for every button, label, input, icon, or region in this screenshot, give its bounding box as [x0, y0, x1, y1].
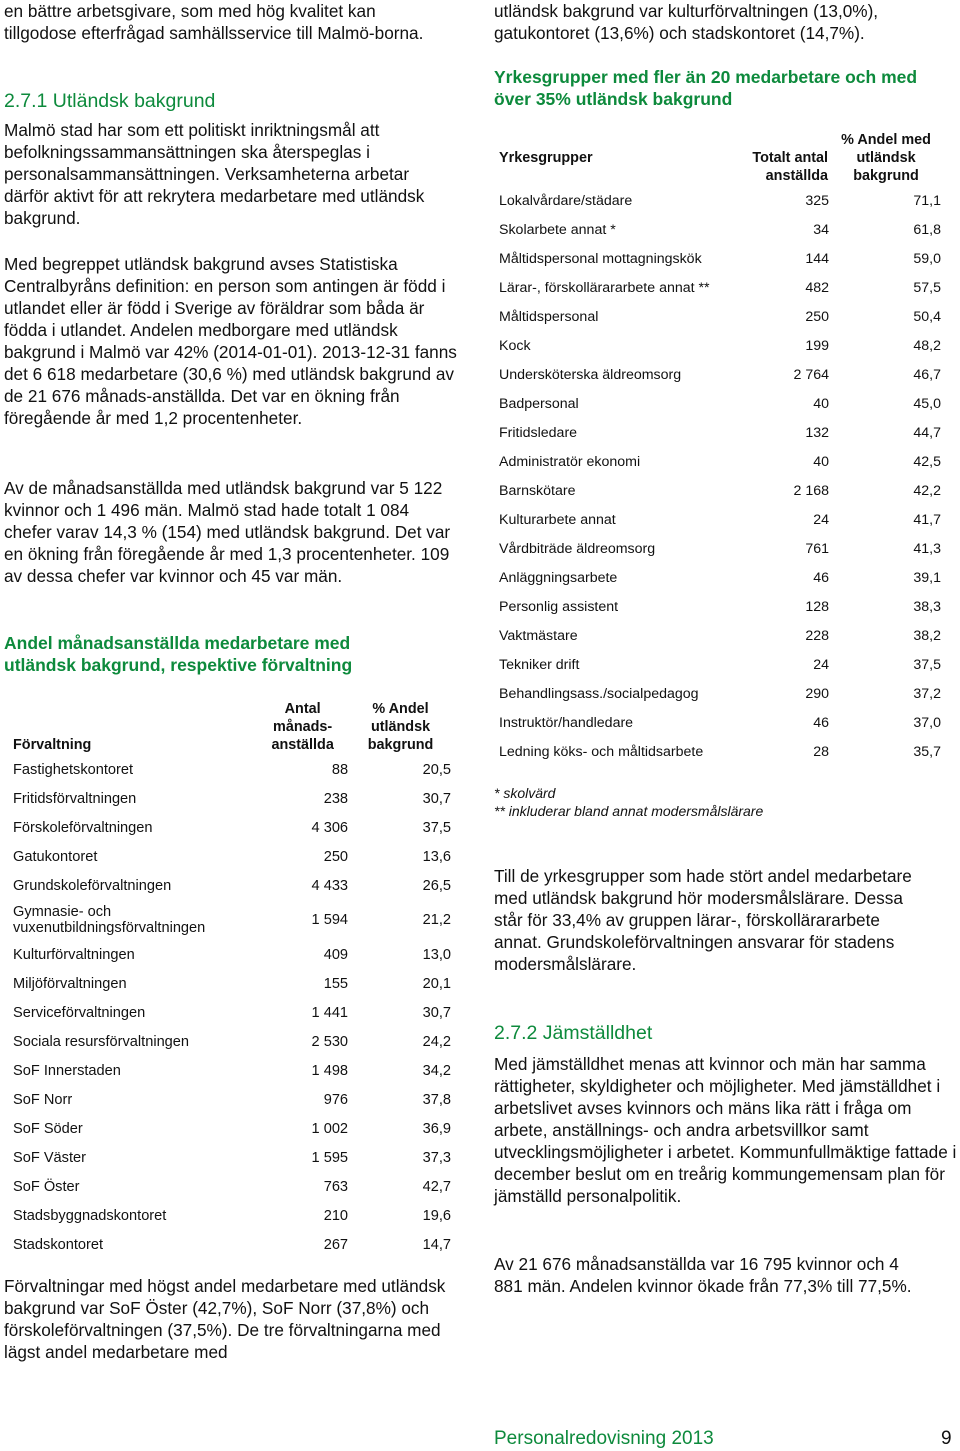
row-label: Fastighetskontoret [13, 761, 134, 778]
table-row [12, 842, 452, 871]
row-label: Gatukontoret [13, 848, 98, 865]
table-row [498, 505, 942, 534]
table-row [498, 563, 942, 592]
column-header-yrkesgrupper: Yrkesgrupper [499, 150, 593, 166]
row-label: Måltidspersonal [499, 308, 599, 325]
row-percent: 20,1 [422, 975, 451, 992]
row-label: SoF Öster [13, 1178, 80, 1195]
table-row [12, 1114, 452, 1143]
row-label: Anläggningsarbete [499, 569, 618, 586]
row-percent: 21,2 [422, 912, 451, 928]
table-row [12, 1027, 452, 1056]
row-label: Personlig assistent [499, 598, 619, 615]
column-header-forvaltning: Förvaltning [13, 737, 92, 753]
table-row [12, 1056, 452, 1085]
table-row [498, 708, 942, 737]
row-count: 290 [805, 685, 830, 702]
footnote-modersmal: ** inkluderar bland annat modersmålslärare [494, 803, 764, 819]
table-row [498, 360, 942, 389]
row-count: 250 [323, 848, 349, 865]
row-label: Kulturarbete annat [499, 511, 616, 528]
row-label: Fritidsledare [499, 424, 578, 441]
row-percent: 39,1 [913, 569, 941, 586]
row-percent: 45,0 [913, 395, 941, 412]
row-count: 4 433 [311, 877, 349, 894]
paragraph-modersmalslarare: Till de yrkesgrupper som hade stört andel medarbetare med utländsk bakgrund hör modersmålslärare. Dessa står för 33,4% av gruppen lärar-, förskollärararbete annat. Grundskoleförvaltningen ansvarar för stadens modersmålslärare. [494, 866, 912, 974]
row-label: Lärar-, förskollärararbete annat ** [499, 279, 710, 296]
table-heading-forvaltning: Andel månadsanställda medarbetare med utländsk bakgrund, respektive förvaltning [4, 633, 353, 675]
row-percent: 44,7 [913, 424, 941, 441]
row-label: Lokalvårdare/städare [499, 192, 633, 209]
row-count: 761 [805, 540, 830, 557]
row-label: Kulturförvaltningen [13, 946, 135, 963]
table-row [12, 940, 452, 969]
table-row [498, 389, 942, 418]
row-count: 2 764 [793, 366, 830, 383]
intro-text: en bättre arbetsgivare, som med hög kvalitet kan tillgodose efterfrågad samhällsservice till Malmö-borna. [4, 1, 424, 43]
row-count: 2 530 [311, 1033, 349, 1050]
paragraph-policy: Malmö stad har som ett politiskt inriktningsmål att befolkningssammansättningen ska återspeglas i personalsammansättningen. Verksamheterna arbetar därför aktivt för att rekrytera medarbetare med utländsk bakgrund. [4, 120, 425, 228]
row-count: 40 [813, 395, 830, 412]
row-label: Barnskötare [499, 482, 576, 499]
row-count: 482 [805, 279, 830, 296]
row-percent: 71,1 [913, 192, 941, 209]
row-percent: 37,0 [913, 714, 941, 731]
row-count: 228 [805, 627, 830, 644]
row-percent: 24,2 [422, 1033, 451, 1050]
table-row [498, 621, 942, 650]
row-count: 763 [323, 1178, 349, 1195]
section-heading-utlandsk-bakgrund: 2.7.1 Utländsk bakgrund [4, 90, 216, 112]
yrkesgrupper-table [498, 130, 942, 766]
row-percent: 13,6 [422, 848, 451, 865]
row-percent: 37,8 [422, 1091, 451, 1108]
footnote-skolvard: * skolvärd [494, 785, 556, 801]
row-count: 128 [805, 598, 830, 615]
continuation-text: utländsk bakgrund var kulturförvaltningen (13,0%), gatukontoret (13,6%) och stadskontoret (14,7%). [494, 1, 879, 43]
row-percent: 38,2 [913, 627, 941, 644]
table-header-row [12, 697, 452, 755]
paragraph-jamstalldhet: Med jämställdhet menas att kvinnor och män har samma rättigheter, skyldigheter och möjligheter. Med jämställdhet i arbetslivet avses kvinnors och mäns lika rätt i fråga om arbete, anställnings- och andra arbetsvillkor samt utvecklingsmöjligheter i arbetet. Kommunfullmäktige fattade i december beslut om en treårig kommungemensam plan för jämställd personalpolitik. [494, 1054, 957, 1206]
row-label: Fritidsförvaltningen [13, 790, 137, 807]
row-percent: 61,8 [913, 221, 941, 238]
row-percent: 36,9 [422, 1120, 451, 1137]
row-percent: 37,2 [913, 685, 941, 702]
row-count: 210 [323, 1207, 349, 1224]
row-label: SoF Innerstaden [13, 1062, 121, 1079]
row-label: Vårdbiträde äldreomsorg [499, 540, 656, 557]
table-row [498, 534, 942, 563]
row-percent: 35,7 [913, 743, 941, 760]
row-percent: 26,5 [422, 877, 451, 894]
row-count: 409 [323, 946, 349, 963]
table-row [498, 592, 942, 621]
row-count: 325 [805, 192, 830, 209]
table-row [498, 737, 942, 766]
table-row [12, 1172, 452, 1201]
row-count: 132 [805, 424, 830, 441]
row-label: Kock [499, 337, 531, 354]
table-row [498, 186, 942, 215]
table-row [12, 1085, 452, 1114]
table-row [12, 871, 452, 900]
row-label: Badpersonal [499, 395, 579, 412]
row-percent: 37,3 [422, 1149, 451, 1166]
table-row [12, 1143, 452, 1172]
paragraph-gender-managers: Av de månadsanställda med utländsk bakgrund var 5 122 kvinnor och 1 496 män. Malmö stad hade totalt 1 084 chefer varav 14,3 % (154) med utländsk bakgrund. Det var en ökning från föregående år med 1,3 procentenheter. 109 av dessa chefer var kvinnor och 45 var män. [4, 478, 451, 586]
row-count: 1 002 [311, 1120, 349, 1137]
table-row [12, 1201, 452, 1230]
table-row [12, 900, 452, 940]
row-count: 976 [323, 1091, 349, 1108]
table-heading-yrkesgrupper: Yrkesgrupper med fler än 20 medarbetare och med över 35% utländsk bakgrund [494, 67, 918, 109]
row-count: 1 595 [311, 1149, 349, 1166]
row-count: 1 441 [311, 1004, 349, 1021]
column-header-antal: Antal månads-anställda [271, 701, 334, 753]
page-number: 9 [941, 1428, 952, 1449]
row-percent: 37,5 [422, 819, 451, 836]
row-label: Stadsbyggnadskontoret [13, 1207, 167, 1224]
row-count: 34 [813, 221, 830, 238]
row-label: Serviceförvaltningen [13, 1004, 146, 1021]
row-count: 1 498 [311, 1062, 349, 1079]
table-row [498, 273, 942, 302]
table-row [12, 755, 452, 784]
table-row [12, 998, 452, 1027]
table-row [12, 1230, 452, 1259]
row-percent: 41,3 [913, 540, 941, 557]
row-count: 250 [805, 308, 830, 325]
table-row [498, 215, 942, 244]
row-percent: 20,5 [422, 761, 451, 778]
row-count: 155 [323, 975, 349, 992]
row-percent: 42,2 [913, 482, 941, 499]
row-label: Undersköterska äldreomsorg [499, 366, 682, 383]
row-count: 40 [813, 453, 830, 470]
row-label: Stadskontoret [13, 1236, 104, 1253]
row-count: 2 168 [793, 482, 830, 499]
paragraph-definition: Med begreppet utländsk bakgrund avses Statistiska Centralbyråns definition: en person som antingen är född i utlandet eller är född i Sverige av föräldrar som båda är födda i utlandet. Andelen medborgare med utländsk bakgrund i Malmö var 42% (2014-01-01). 2013-12-31 fanns det 6 618 medarbetare (30,6 %) med utländsk bakgrund av de 21 676 månads-anställda. Det var en ökning från föregående år med 1,2 procentenheter. [4, 254, 457, 428]
row-percent: 48,2 [913, 337, 941, 354]
row-label: Grundskoleförvaltningen [13, 877, 172, 894]
table-row [498, 476, 942, 505]
paragraph-kvinnor-man: Av 21 676 månadsanställda var 16 795 kvinnor och 4 881 män. Andelen kvinnor ökade från 77,3% till 77,5%. [494, 1254, 912, 1296]
row-label: Miljöförvaltningen [13, 975, 127, 992]
row-percent: 41,7 [913, 511, 941, 528]
table-row [498, 418, 942, 447]
row-label: Måltidspersonal mottagningskök [499, 250, 702, 267]
row-label: Instruktör/handledare [499, 714, 634, 731]
table-row [498, 302, 942, 331]
column-header-totalt: Totalt antal anställda [752, 150, 829, 184]
row-percent: 19,6 [422, 1207, 451, 1224]
column-header-andel-med: % Andel med utländsk bakgrund [841, 132, 931, 184]
row-count: 144 [805, 250, 830, 267]
row-label: SoF Norr [13, 1091, 73, 1108]
row-percent: 50,4 [913, 308, 941, 325]
row-count: 46 [813, 569, 830, 586]
row-label: Administratör ekonomi [499, 453, 641, 470]
row-count: 88 [331, 761, 349, 778]
table-row [498, 650, 942, 679]
row-label: Förskoleförvaltningen [13, 819, 153, 836]
row-count: 4 306 [311, 819, 349, 836]
row-percent: 59,0 [913, 250, 941, 267]
table-row [12, 784, 452, 813]
row-label: Vaktmästare [499, 627, 578, 644]
table-row [12, 969, 452, 998]
row-percent: 14,7 [422, 1236, 451, 1253]
row-percent: 13,0 [422, 946, 451, 963]
table-row [498, 679, 942, 708]
row-count: 199 [805, 337, 830, 354]
row-label: Sociala resursförvaltningen [13, 1033, 190, 1050]
table-row [498, 447, 942, 476]
row-count: 24 [813, 511, 830, 528]
row-percent: 34,2 [422, 1062, 451, 1079]
table-row [498, 331, 942, 360]
row-label: Ledning köks- och måltidsarbete [499, 743, 704, 760]
row-label: Gymnasie- och vuxenutbildningsförvaltningen [13, 904, 206, 936]
table-header-row [498, 130, 942, 186]
row-count: 1 594 [311, 912, 349, 928]
table-row [12, 813, 452, 842]
table-row [498, 244, 942, 273]
row-label: Skolarbete annat * [499, 221, 616, 238]
row-count: 267 [323, 1236, 349, 1253]
paragraph-highest-lowest: Förvaltningar med högst andel medarbetare med utländsk bakgrund var SoF Öster (42,7%), SoF Norr (37,8%) och förskoleförvaltningen (37,5%). De tre förvaltningarna med lägst andel medarbetare med [4, 1276, 446, 1362]
row-percent: 30,7 [422, 1004, 451, 1021]
row-percent: 42,5 [913, 453, 941, 470]
column-header-andel: % Andel utländsk bakgrund [367, 701, 434, 753]
row-label: Behandlingsass./socialpedagog [499, 685, 699, 702]
row-label: SoF Väster [13, 1149, 86, 1166]
section-heading-jamstalldhet: 2.7.2 Jämställdhet [494, 1022, 653, 1044]
row-label: Tekniker drift [499, 656, 580, 673]
row-percent: 37,5 [913, 656, 941, 673]
footer-title: Personalredovisning 2013 [494, 1428, 714, 1449]
row-count: 46 [813, 714, 830, 731]
row-percent: 57,5 [913, 279, 941, 296]
forvaltning-table [12, 697, 452, 1259]
row-percent: 42,7 [422, 1178, 451, 1195]
row-percent: 46,7 [913, 366, 941, 383]
row-count: 238 [323, 790, 349, 807]
row-label: SoF Söder [13, 1120, 83, 1137]
row-percent: 30,7 [422, 790, 451, 807]
row-count: 28 [813, 743, 830, 760]
row-count: 24 [813, 656, 830, 673]
row-percent: 38,3 [913, 598, 941, 615]
